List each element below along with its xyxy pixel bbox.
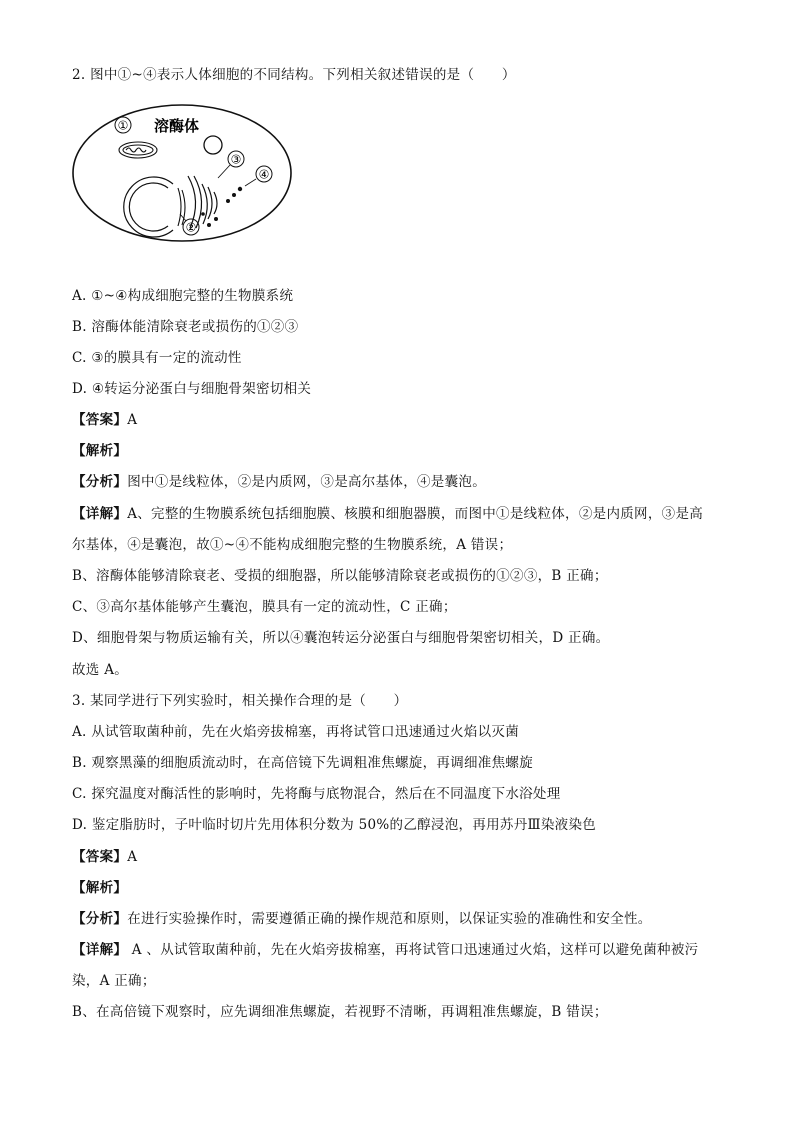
nucleus-icon bbox=[124, 177, 173, 237]
fenxi-tag: 【分析】 bbox=[72, 474, 128, 490]
fenxi-text: 图中①是线粒体，②是内质网，③是高尔基体，④是囊泡。 bbox=[127, 474, 487, 490]
q2-answer bbox=[72, 411, 732, 429]
xiangjie-text: A 、从试管取菌种前，先在火焰旁拔棉塞，再将试管口迅速通过火焰，这样可以避免菌种被污 bbox=[127, 942, 699, 958]
fenxi-text: 在进行实验操作时，需要遵循正确的操作规范和原则，以保证实验的准确性和安全性。 bbox=[127, 911, 652, 927]
marker-2-label: ② bbox=[185, 220, 197, 235]
answer-tag: 【答案】 bbox=[72, 412, 128, 428]
q3-xiangjie-line1 bbox=[72, 941, 732, 959]
xiangjie-tag: 【详解】 bbox=[72, 506, 128, 522]
q2-fenxi bbox=[72, 473, 732, 491]
q3-option-d: D. 鉴定脂肪时，子叶临时切片先用体积分数为 50%的乙醇浸泡，再用苏丹Ⅲ染液染色 bbox=[72, 817, 597, 833]
q3-stem: 3. 某同学进行下列实验时，相关操作合理的是（ ） bbox=[72, 693, 408, 709]
q3-analysis-heading bbox=[72, 879, 732, 897]
q3-option-b: B. 观察黑藻的细胞质流动时，在高倍镜下先调粗准焦螺旋，再调细准焦螺旋 bbox=[72, 755, 534, 771]
q2-option-b: B. 溶酶体能清除衰老或损伤的①②③ bbox=[72, 319, 299, 335]
xiangjie-text: A、完整的生物膜系统包括细胞膜、核膜和细胞器膜，而图中①是线粒体，②是内质网，③是高 bbox=[127, 506, 704, 522]
answer-value: A bbox=[127, 849, 138, 865]
q3-xiangjie-line2: 染，A 正确； bbox=[72, 973, 156, 989]
endoplasmic-reticulum-icon bbox=[178, 188, 185, 226]
q2-option-d: D. ④转运分泌蛋白与细胞骨架密切相关 bbox=[72, 381, 312, 397]
marker-3-label: ③ bbox=[230, 152, 242, 167]
answer-value: A bbox=[127, 412, 138, 428]
q3-fenxi bbox=[72, 910, 732, 928]
q3-b-explanation: B、在高倍镜下观察时，应先调细准焦螺旋，若视野不清晰，再调粗准焦螺旋，B 错误； bbox=[72, 1004, 608, 1020]
q2-b-explanation: B、溶酶体能够清除衰老、受损的细胞器，所以能够清除衰老或损伤的①②③，B 正确； bbox=[72, 568, 608, 584]
q3-option-c: C. 探究温度对酶活性的影响时，先将酶与底物混合，然后在不同温度下水浴处理 bbox=[72, 786, 561, 802]
q2-option-a: A. ①~④构成细胞完整的生物膜系统 bbox=[72, 288, 294, 304]
q2-conclusion: 故选 A。 bbox=[72, 662, 129, 678]
mitochondrion-icon bbox=[119, 142, 157, 158]
q3-option-a: A. 从试管取菌种前，先在火焰旁拔棉塞，再将试管口迅速通过火焰以灭菌 bbox=[72, 724, 520, 740]
q2-c-explanation: C、③高尔基体能够产生囊泡，膜具有一定的流动性，C 正确； bbox=[72, 599, 457, 615]
xiangjie-tag: 【详解】 bbox=[72, 942, 128, 958]
q2-d-explanation: D、细胞骨架与物质运输有关，所以④囊泡转运分泌蛋白与细胞骨架密切相关，D 正确。 bbox=[72, 630, 610, 646]
q2-xiangjie-line2: 尔基体，④是囊泡，故①~④不能构成细胞完整的生物膜系统，A 错误； bbox=[72, 537, 513, 553]
fenxi-tag: 【分析】 bbox=[72, 911, 128, 927]
answer-tag: 【答案】 bbox=[72, 849, 128, 865]
lysosome-label: 溶酶体 bbox=[154, 117, 200, 135]
q2-stem: 2. 图中①~④表示人体细胞的不同结构。下列相关叙述错误的是（ ） bbox=[72, 67, 516, 83]
q3-answer bbox=[72, 848, 732, 866]
cell-diagram bbox=[70, 102, 295, 244]
q2-option-c: C. ③的膜具有一定的流动性 bbox=[72, 350, 242, 366]
q2-analysis-heading bbox=[72, 442, 732, 460]
marker-1-label: ① bbox=[117, 118, 129, 133]
q2-xiangjie-line1 bbox=[72, 505, 732, 523]
analysis-tag: 【解析】 bbox=[72, 443, 128, 459]
marker-4-label: ④ bbox=[258, 167, 270, 182]
analysis-tag: 【解析】 bbox=[72, 880, 128, 896]
lysosome-icon bbox=[204, 136, 222, 154]
